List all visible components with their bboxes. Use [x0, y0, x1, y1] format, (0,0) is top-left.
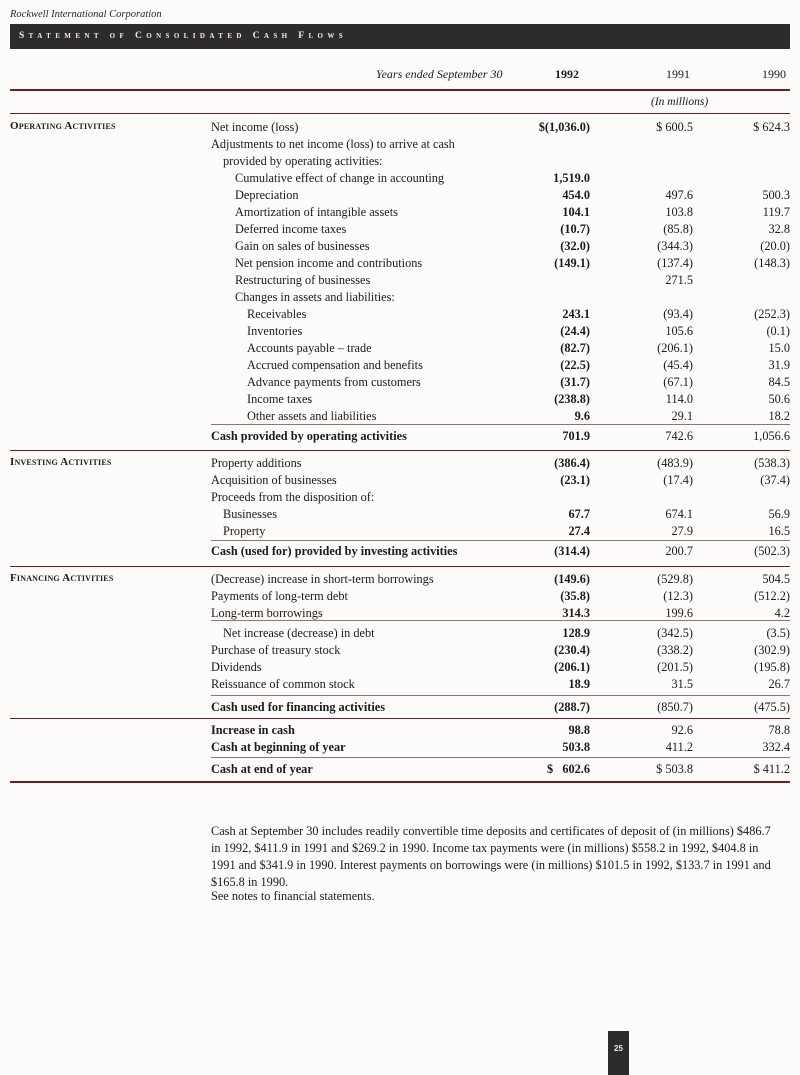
value-1991: 497.6	[665, 188, 693, 202]
value-1992: 104.1	[562, 205, 590, 219]
see-notes-text: See notes to financial statements.	[211, 889, 375, 903]
table-row	[0, 120, 800, 137]
value-1992: 701.9	[562, 429, 590, 443]
value-1991: 105.6	[665, 324, 693, 338]
years-label: Years ended September 30	[376, 67, 503, 81]
row-label: Inventories	[247, 324, 303, 338]
row-label: Accounts payable – trade	[247, 341, 372, 355]
value-1992: (24.4)	[560, 324, 590, 338]
row-label: Businesses	[223, 507, 277, 521]
table-row	[0, 456, 800, 473]
row-label: Dividends	[211, 660, 262, 674]
table-row	[0, 490, 800, 507]
value-1992: (149.6)	[554, 572, 590, 586]
value-1990: 84.5	[768, 375, 790, 389]
table-row	[0, 626, 800, 643]
value-1992: 454.0	[562, 188, 590, 202]
row-label: Long-term borrowings	[211, 606, 323, 620]
value-1991: 114.0	[665, 392, 693, 406]
value-1990: (538.3)	[754, 456, 790, 470]
total-row	[0, 762, 800, 779]
value-1991: 29.1	[671, 409, 693, 423]
row-label: Increase in cash	[211, 723, 295, 737]
table-row	[0, 524, 800, 541]
value-1990: (302.9)	[754, 643, 790, 657]
value-1990: (195.8)	[754, 660, 790, 674]
table-row	[0, 154, 800, 171]
total-row	[0, 740, 800, 757]
table-row	[0, 606, 800, 623]
total-row	[0, 544, 800, 561]
summary-rule	[10, 718, 790, 719]
value-1990: 78.8	[768, 723, 790, 737]
value-1991: (529.8)	[657, 572, 693, 586]
value-1991: (206.1)	[657, 341, 693, 355]
row-label: Amortization of intangible assets	[235, 205, 398, 219]
total-row	[0, 700, 800, 717]
subtotal-rule	[211, 757, 790, 758]
row-label: Changes in assets and liabilities:	[235, 290, 395, 304]
company-name: Rockwell International Corporation	[10, 9, 162, 20]
row-label: Other assets and liabilities	[247, 409, 377, 423]
row-label: Reissuance of common stock	[211, 677, 355, 691]
row-label: Proceeds from the disposition of:	[211, 490, 375, 504]
row-label: Advance payments from customers	[247, 375, 421, 389]
table-row	[0, 256, 800, 273]
row-label: Property additions	[211, 456, 302, 470]
page-number: 25	[608, 1031, 629, 1075]
table-row	[0, 358, 800, 375]
value-1992: (149.1)	[554, 256, 590, 270]
total-row	[0, 429, 800, 446]
value-1992: (22.5)	[560, 358, 590, 372]
value-1992: (288.7)	[554, 700, 590, 714]
value-1992: (10.7)	[560, 222, 590, 236]
value-1992: 314.3	[562, 606, 590, 620]
value-1991: $ 600.5	[656, 120, 693, 134]
row-label: Cash used for financing activities	[211, 700, 385, 714]
table-row	[0, 171, 800, 188]
value-1992: (206.1)	[554, 660, 590, 674]
operating-section-rule	[10, 113, 790, 114]
value-1991: (93.4)	[663, 307, 693, 321]
table-row	[0, 572, 800, 589]
row-label: Property	[223, 524, 266, 538]
row-label: Net income (loss)	[211, 120, 299, 134]
value-1991: 411.2	[665, 740, 693, 754]
year-1990-header: 1990	[762, 67, 786, 81]
value-1991: 674.1	[665, 507, 693, 521]
value-1990: 16.5	[768, 524, 790, 538]
row-label: Deferred income taxes	[235, 222, 347, 236]
value-1990: 15.0	[768, 341, 790, 355]
value-1992: 503.8	[562, 740, 590, 754]
value-1992: (82.7)	[560, 341, 590, 355]
table-row	[0, 273, 800, 290]
cash-footnote: Cash at September 30 includes readily convertible time deposits and certificates of deposit of (in millions) $486.7 in 1992, $411.9 in 1991 and $269.2 in 1990. Income tax payments were (in millions) $558.2 in 1992, $404.8 in 1991 and $341.9 in 1990. Interest payments on borrowings were (in millions) $101.5 in 1992, $133.7 in 1991 and $165.8 in 1990.	[211, 824, 771, 889]
value-1990: 4.2	[774, 606, 790, 620]
value-1991: 31.5	[671, 677, 693, 691]
value-1991: 103.8	[665, 205, 693, 219]
row-label: Payments of long-term debt	[211, 589, 348, 603]
value-1992: (386.4)	[554, 456, 590, 470]
row-label: Cash provided by operating activities	[211, 429, 407, 443]
row-label: Depreciation	[235, 188, 299, 202]
value-1991: (45.4)	[663, 358, 693, 372]
value-1990: (148.3)	[754, 256, 790, 270]
table-row	[0, 205, 800, 222]
value-1991: (137.4)	[657, 256, 693, 270]
value-1992: (314.4)	[554, 544, 590, 558]
value-1992: $(1,036.0)	[538, 120, 590, 134]
table-row	[0, 473, 800, 490]
value-1991: (850.7)	[657, 700, 693, 714]
section-investing-activities: Investing Activities	[10, 456, 112, 468]
value-1991: (12.3)	[663, 589, 693, 603]
statement-title-banner: Statement of Consolidated Cash Flows	[10, 24, 790, 49]
value-1990: 332.4	[762, 740, 790, 754]
value-1991: (17.4)	[663, 473, 693, 487]
value-1991: 199.6	[665, 606, 693, 620]
table-row	[0, 307, 800, 324]
row-label: (Decrease) increase in short-term borrowings	[211, 572, 434, 586]
header-rule	[10, 89, 790, 91]
table-row	[0, 375, 800, 392]
table-row	[0, 507, 800, 524]
value-1992: (35.8)	[560, 589, 590, 603]
value-1991: (201.5)	[657, 660, 693, 674]
value-1991: 92.6	[671, 723, 693, 737]
value-1991: (483.9)	[657, 456, 693, 470]
table-row	[0, 643, 800, 660]
value-1991: 742.6	[665, 429, 693, 443]
row-label: Cash at end of year	[211, 762, 313, 776]
table-row	[0, 409, 800, 426]
table-row	[0, 324, 800, 341]
investing-section-rule	[10, 450, 790, 451]
value-1990: 31.9	[768, 358, 790, 372]
value-1992: 67.7	[568, 507, 590, 521]
value-1991: (342.5)	[657, 626, 693, 640]
value-1990: 32.8	[768, 222, 790, 236]
section-operating-activities: Operating Activities	[10, 120, 116, 132]
value-1991: 27.9	[671, 524, 693, 538]
section-financing-activities: Financing Activities	[10, 572, 114, 584]
value-1992: (238.8)	[554, 392, 590, 406]
table-row	[0, 341, 800, 358]
year-1991-header: 1991	[666, 67, 690, 81]
table-row	[0, 137, 800, 154]
value-1992: (23.1)	[560, 473, 590, 487]
row-label: Net pension income and contributions	[235, 256, 423, 270]
value-1990: (37.4)	[760, 473, 790, 487]
row-label: Purchase of treasury stock	[211, 643, 341, 657]
value-1990: 26.7	[768, 677, 790, 691]
value-1990: 1,056.6	[753, 429, 790, 443]
value-1990: 56.9	[768, 507, 790, 521]
units-label: (In millions)	[651, 96, 709, 108]
row-label: Acquisition of businesses	[211, 473, 337, 487]
value-1990: (475.5)	[754, 700, 790, 714]
financing-section-rule	[10, 566, 790, 567]
value-1990: 119.7	[762, 205, 790, 219]
value-1991: 200.7	[665, 544, 693, 558]
row-label: Cash (used for) provided by investing activities	[211, 544, 458, 558]
value-1992: 18.9	[568, 677, 590, 691]
value-1991: (338.2)	[657, 643, 693, 657]
row-label: Gain on sales of businesses	[235, 239, 370, 253]
table-row	[0, 660, 800, 677]
value-1990: (252.3)	[754, 307, 790, 321]
value-1990: $ 624.3	[753, 120, 790, 134]
value-1992: 1,519.0	[553, 171, 590, 185]
value-1990: 504.5	[762, 572, 790, 586]
table-row	[0, 589, 800, 606]
value-1991: (67.1)	[663, 375, 693, 389]
value-1990: $ 411.2	[753, 762, 790, 776]
value-1990: (3.5)	[766, 626, 790, 640]
value-1992: 9.6	[574, 409, 590, 423]
table-row	[0, 677, 800, 694]
value-1990: (20.0)	[760, 239, 790, 253]
value-1991: 271.5	[665, 273, 693, 287]
value-1992: (32.0)	[560, 239, 590, 253]
value-1991: $ 503.8	[656, 762, 693, 776]
table-row	[0, 290, 800, 307]
row-label: Receivables	[247, 307, 307, 321]
value-1990: 500.3	[762, 188, 790, 202]
value-1990: 50.6	[768, 392, 790, 406]
value-1990: 18.2	[768, 409, 790, 423]
value-1990: (502.3)	[754, 544, 790, 558]
value-1991: (344.3)	[657, 239, 693, 253]
value-1992: 128.9	[562, 626, 590, 640]
value-1990: (512.2)	[754, 589, 790, 603]
row-label: provided by operating activities:	[223, 154, 383, 168]
final-total-rule	[10, 781, 790, 783]
row-label: Cumulative effect of change in accounting	[235, 171, 445, 185]
table-row	[0, 188, 800, 205]
table-row	[0, 239, 800, 256]
value-1991: (85.8)	[663, 222, 693, 236]
value-1992: $ 602.6	[546, 762, 590, 776]
row-label: Income taxes	[247, 392, 313, 406]
table-row	[0, 392, 800, 409]
row-label: Net increase (decrease) in debt	[223, 626, 375, 640]
value-1990: (0.1)	[766, 324, 790, 338]
table-row	[0, 222, 800, 239]
value-1992: 243.1	[562, 307, 590, 321]
row-label: Restructuring of businesses	[235, 273, 371, 287]
row-label: Adjustments to net income (loss) to arrive at cash	[211, 137, 455, 151]
total-row	[0, 723, 800, 740]
value-1992: (230.4)	[554, 643, 590, 657]
row-label: Accrued compensation and benefits	[247, 358, 423, 372]
value-1992: 27.4	[568, 524, 590, 538]
year-1992-header: 1992	[555, 67, 579, 81]
subtotal-rule	[211, 695, 790, 696]
value-1992: (31.7)	[560, 375, 590, 389]
value-1992: 98.8	[568, 723, 590, 737]
row-label: Cash at beginning of year	[211, 740, 346, 754]
